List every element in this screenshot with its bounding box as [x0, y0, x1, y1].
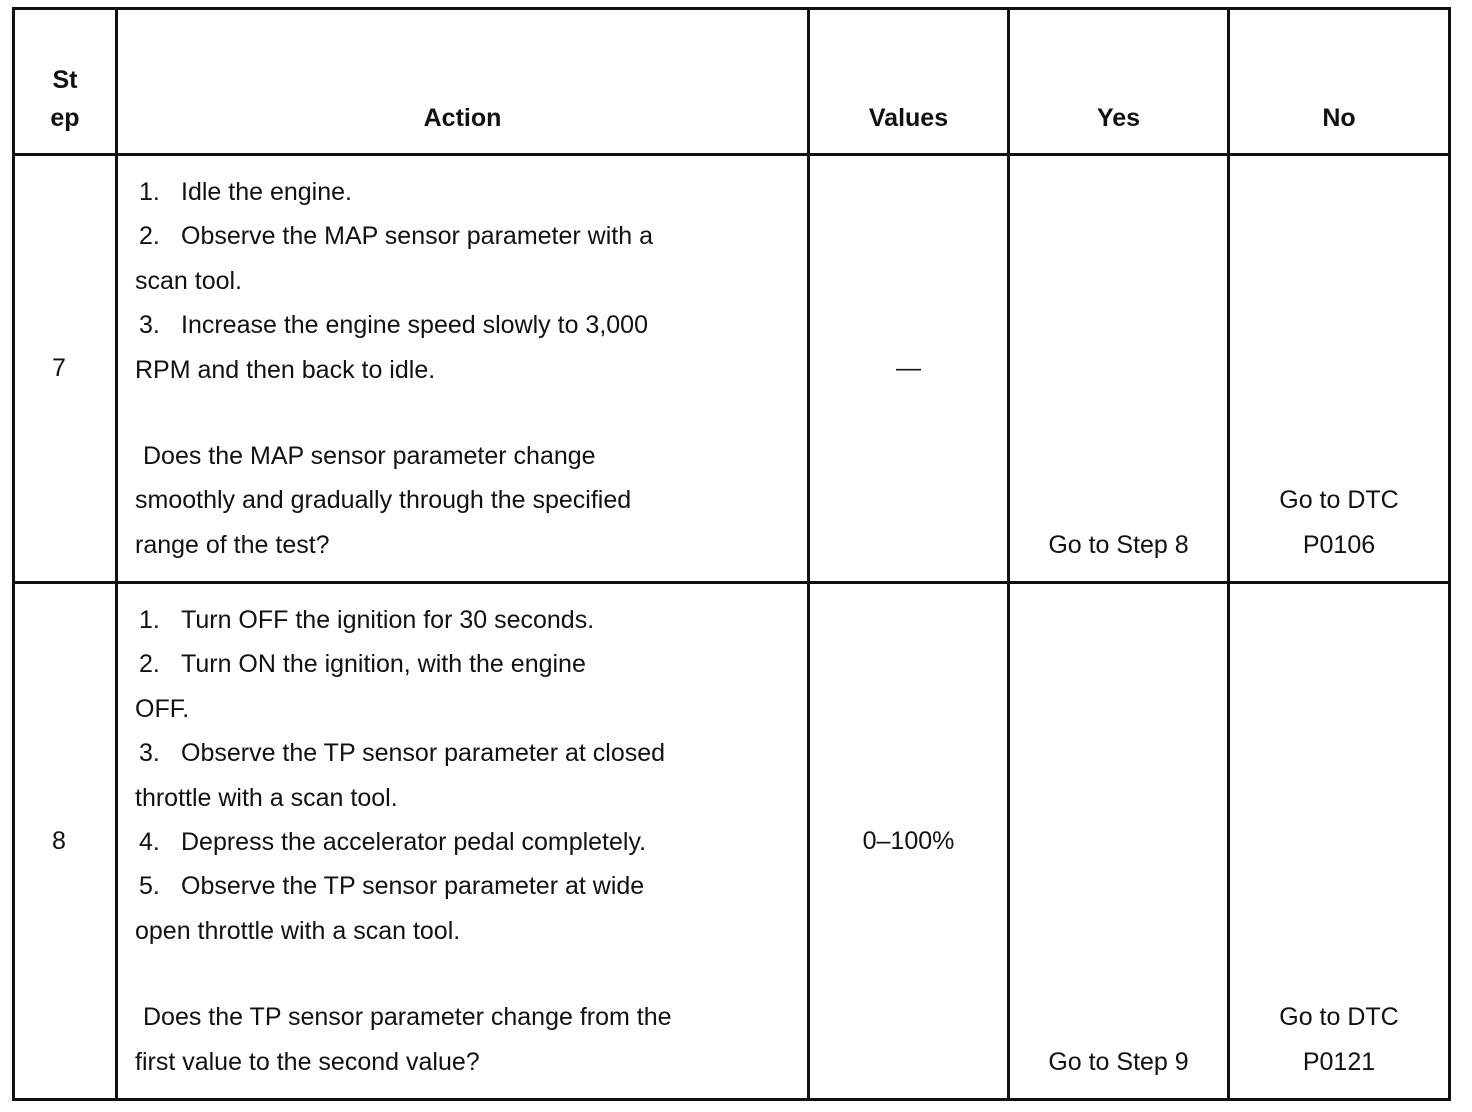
values-cell: 0–100% [809, 583, 1009, 1100]
step-header-line2: ep [50, 104, 80, 132]
yes-action-text: Go to Step 9 [1048, 1047, 1189, 1076]
action-cell [117, 583, 809, 1100]
yes-action-text: Go to Step 8 [1048, 530, 1189, 559]
step-header-line1: St [52, 66, 78, 94]
action-header: Action [117, 9, 809, 155]
item-number: 2. [139, 222, 160, 251]
yes-cell [1009, 155, 1229, 583]
no-action-line1: Go to DTC [1279, 1003, 1399, 1032]
step-number-text: 7 [52, 354, 66, 382]
item-number: 4. [139, 828, 160, 857]
yes-cell [1009, 583, 1229, 1100]
values-cell: — [809, 155, 1009, 583]
action-item-continuation: scan tool. [135, 266, 243, 295]
item-number: 5. [139, 872, 160, 901]
item-number: 3. [139, 739, 160, 768]
values-header: Values [809, 9, 1009, 155]
action-item-continuation: OFF. [135, 694, 190, 723]
action-item-continuation: throttle with a scan tool. [135, 783, 398, 812]
no-action-line2: P0121 [1302, 1047, 1376, 1076]
item-number: 3. [139, 311, 160, 340]
action-item [135, 214, 797, 258]
item-text: Idle the engine. [181, 178, 352, 206]
item-text: Observe the MAP sensor parameter with a [181, 222, 653, 251]
item-text: Observe the TP sensor parameter at closed [181, 739, 666, 768]
step-number [14, 155, 117, 583]
action-item [135, 598, 797, 642]
action-item [135, 303, 797, 347]
question-line: smoothly and gradually through the specified [135, 486, 632, 515]
table-row [14, 583, 1450, 1100]
item-text: Depress the accelerator pedal completely. [181, 828, 647, 857]
step-number [14, 583, 117, 1100]
action-cell [117, 155, 809, 583]
yes-header: Yes [1009, 9, 1229, 155]
question-line: Does the MAP sensor parameter change [143, 442, 596, 471]
question-line: Does the TP sensor parameter change from the [143, 1003, 672, 1032]
no-cell [1229, 155, 1450, 583]
table-row [14, 155, 1450, 583]
action-question [135, 434, 797, 567]
action-item [135, 170, 797, 214]
no-cell [1229, 583, 1450, 1100]
action-item [135, 820, 797, 864]
no-action-line2: P0106 [1302, 530, 1376, 559]
item-text: Increase the engine speed slowly to 3,000 [181, 311, 648, 340]
item-number: 1. [139, 178, 160, 206]
item-text: Turn OFF the ignition for 30 seconds. [181, 606, 595, 634]
item-number: 1. [139, 606, 160, 634]
header-row [14, 9, 1450, 155]
step-header [14, 9, 117, 155]
action-question [135, 995, 797, 1084]
diagnostic-steps-table [12, 7, 1451, 1101]
no-action-line1: Go to DTC [1279, 486, 1399, 515]
step-number-text: 8 [52, 826, 66, 855]
question-line: first value to the second value? [135, 1047, 480, 1076]
item-number: 2. [139, 650, 160, 679]
action-item [135, 731, 797, 775]
item-text: Observe the TP sensor parameter at wide [181, 872, 645, 901]
action-item-continuation: RPM and then back to idle. [135, 355, 436, 384]
action-item-continuation: open throttle with a scan tool. [135, 916, 461, 945]
action-item [135, 642, 797, 686]
question-line: range of the test? [135, 530, 330, 559]
action-item [135, 864, 797, 908]
no-header: No [1229, 9, 1450, 155]
item-text: Turn ON the ignition, with the engine [181, 650, 586, 679]
